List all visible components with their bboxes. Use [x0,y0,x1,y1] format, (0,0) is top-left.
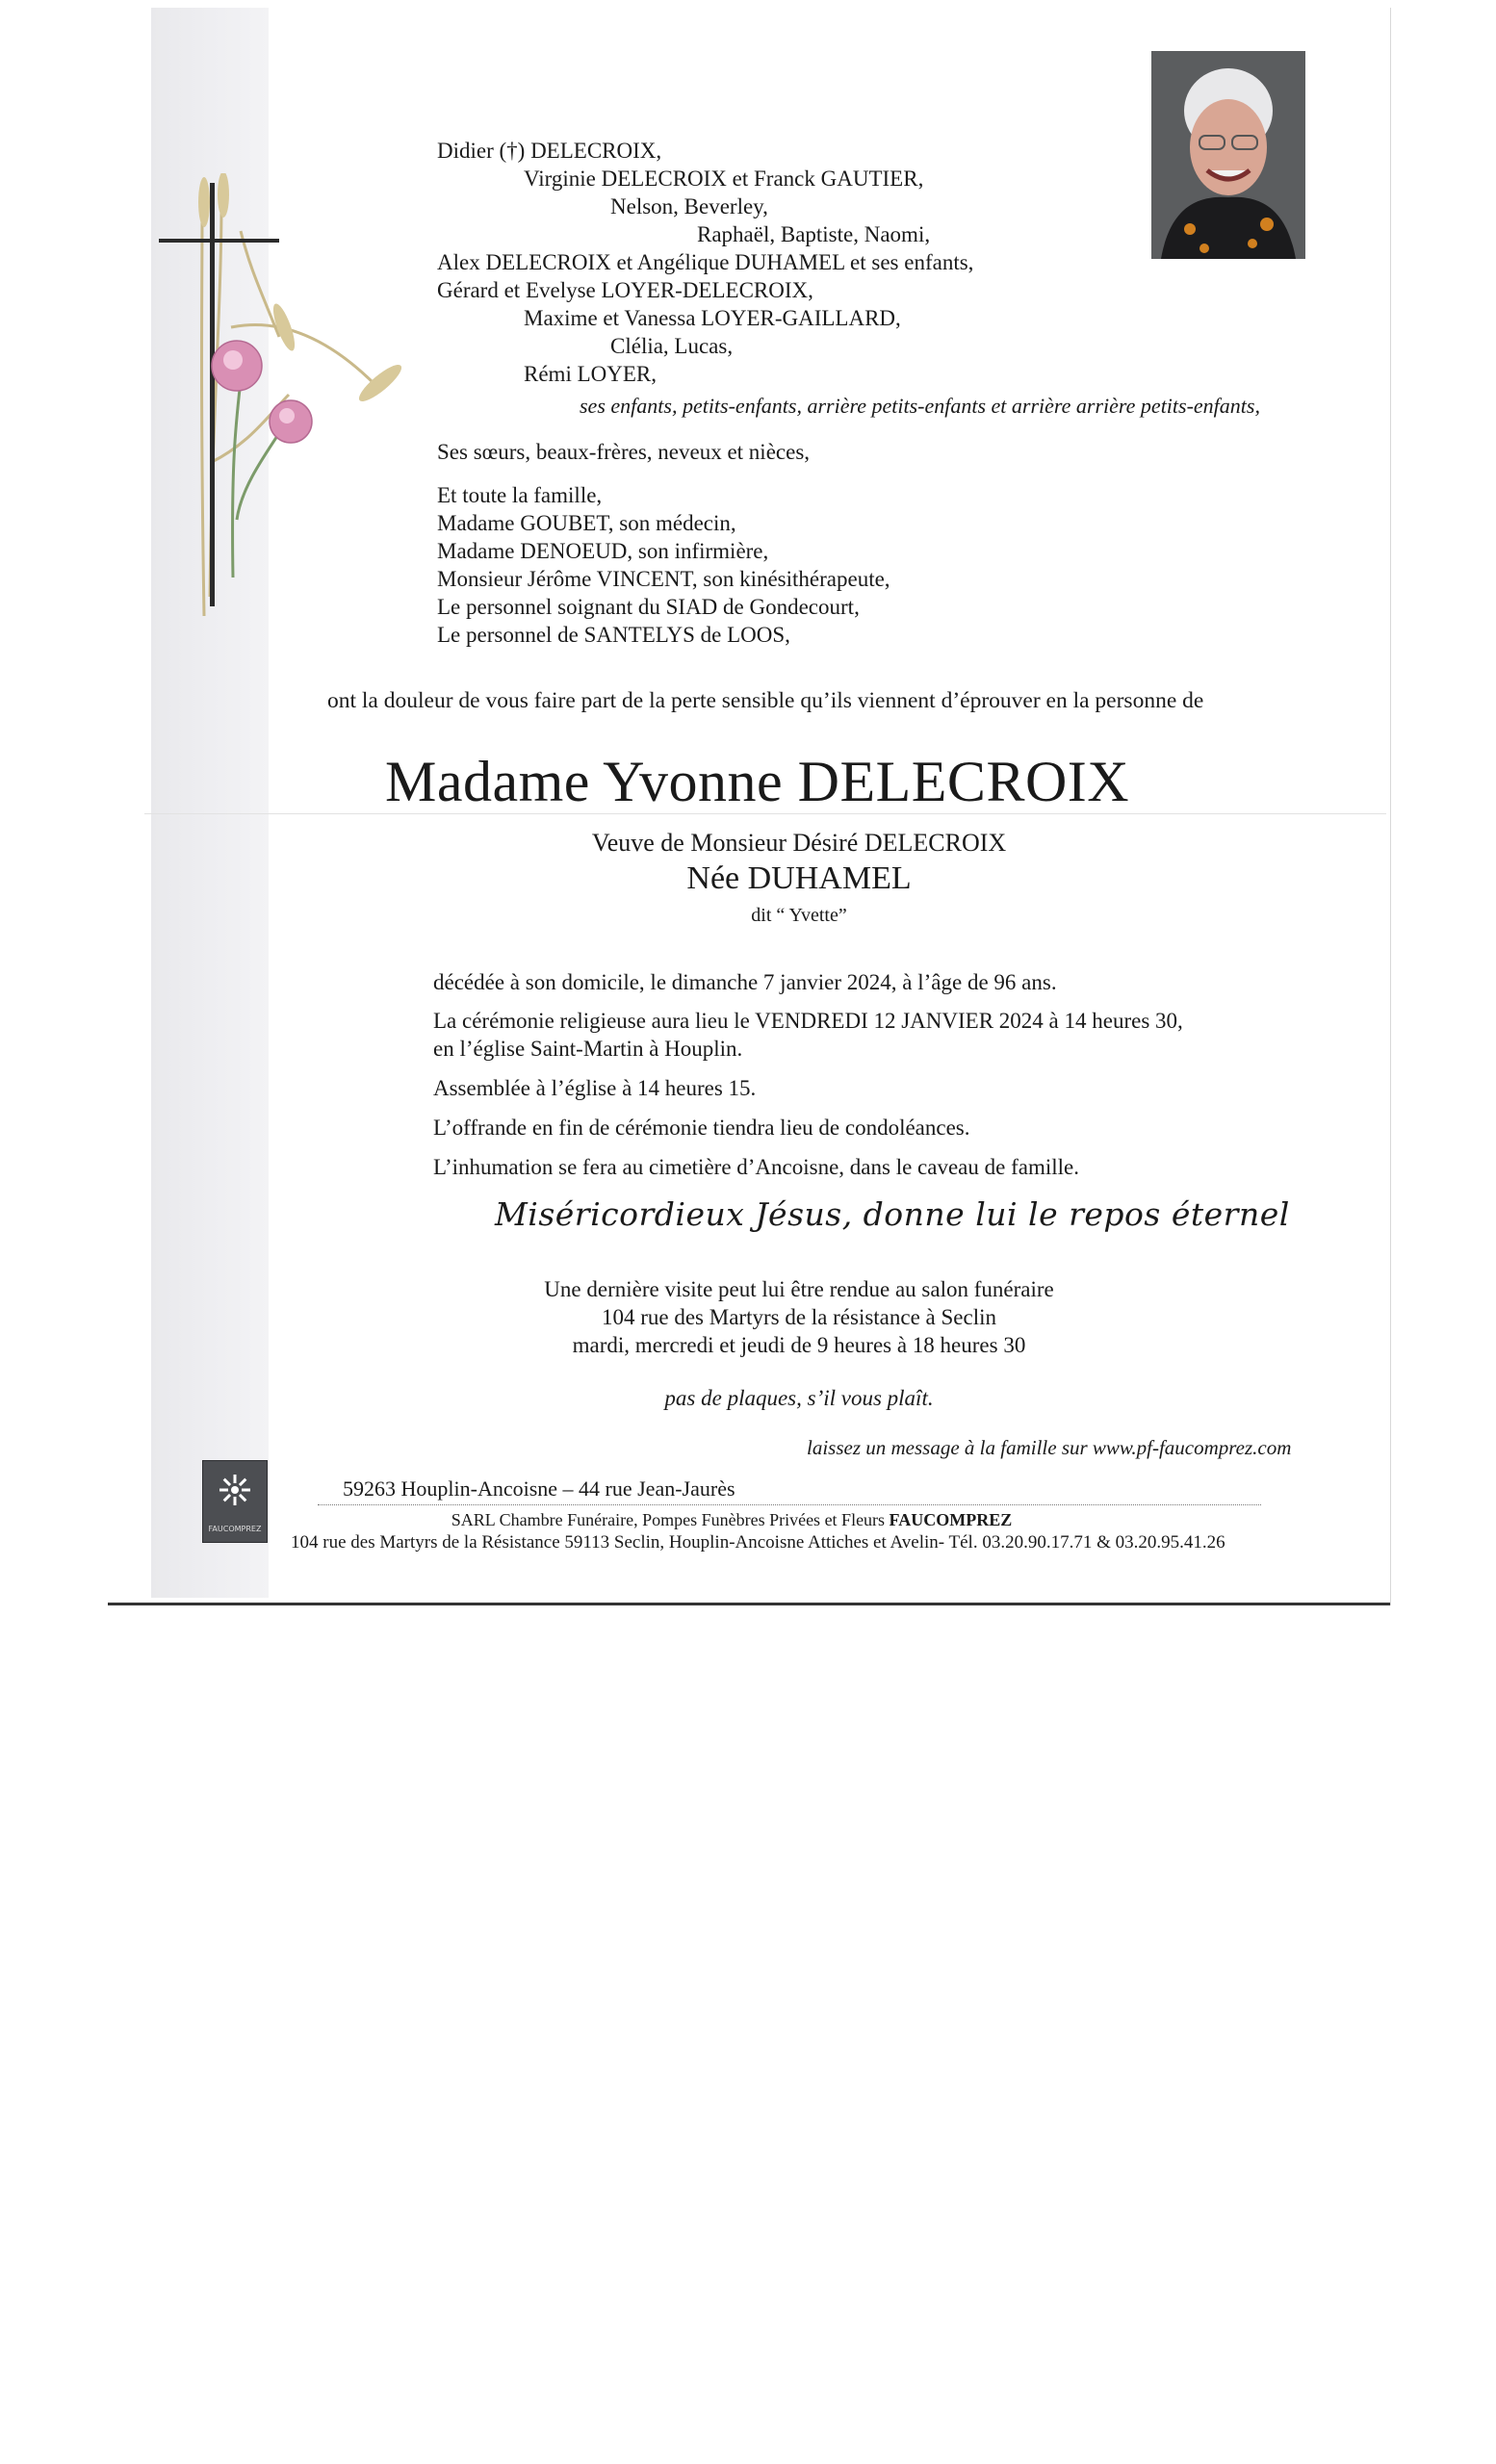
born-name: Née DUHAMEL [686,860,912,896]
prayer-line: Miséricordieux Jésus, donne lui le repos éternel [495,1195,1290,1233]
address-line: 59263 Houplin-Ancoisne – 44 rue Jean-Jaurès [343,1476,735,1501]
family-line-2: Virginie DELECROIX et Franck GAUTIER, [524,167,924,191]
assembly-line: Assemblée à l’église à 14 heures 15. [433,1076,757,1100]
others-line-4: Monsieur Jérôme VINCENT, son kinésithérapeute, [437,567,890,591]
death-line: décédée à son domicile, le dimanche 7 janvier 2024, à l’âge de 96 ans. [433,970,1057,994]
no-plaques-line: pas de plaques, s’il vous plaît. [664,1386,934,1410]
siblings-line: Ses sœurs, beaux-frères, neveux et nièces, [437,440,811,464]
others-line-3: Madame DENOEUD, son infirmière, [437,539,769,563]
logo-text: FAUCOMPREZ [208,1525,262,1533]
offering-line: L’offrande en fin de cérémonie tiendra lieu de condoléances. [433,1116,970,1140]
family-line-5: Alex DELECROIX et Angélique DUHAMEL et ses enfants, [437,250,974,274]
bottom-rule [108,1603,1390,1605]
others-line-2: Madame GOUBET, son médecin, [437,511,736,535]
deceased-name: Madame Yvonne DELECROIX [385,750,1130,813]
contact-line: 104 rue des Martyrs de la Résistance 59113 Seclin, Houplin-Ancoisne Attiches et Avelin- Tél. 03.20.90.17.71 & 03.20.95.41.26 [291,1532,1225,1553]
others-line-6: Le personnel de SANTELYS de LOOS, [437,623,790,647]
others-line-5: Le personnel soignant du SIAD de Gondecourt, [437,595,860,619]
ceremony-line-1: La cérémonie religieuse aura lieu le VENDREDI 12 JANVIER 2024 à 14 heures 30, [433,1009,1183,1033]
visit-line-1: Une dernière visite peut lui être rendue au salon funéraire [544,1277,1054,1301]
ceremony-line-2: en l’église Saint-Martin à Houplin. [433,1037,743,1061]
nickname: dit “ Yvette” [751,905,847,926]
widow-of-line: Veuve de Monsieur Désiré DELECROIX [591,829,1007,857]
company-line [451,1508,1012,1531]
family-line-3: Nelson, Beverley, [610,194,768,218]
family-line-7: Maxime et Vanessa LOYER-GAILLARD, [524,306,901,330]
burial-line: L’inhumation se fera au cimetière d’Ancoisne, dans le caveau de famille. [433,1155,1079,1179]
cross-flowers-icon [144,173,404,626]
family-line-4: Raphaël, Baptiste, Naomi, [697,222,931,246]
message-link[interactable]: laissez un message à la famille sur www.pf-faucomprez.com [807,1436,1292,1459]
company-name: FAUCOMPREZ [889,1510,1013,1529]
visit-line-2: 104 rue des Martyrs de la résistance à Seclin [601,1305,997,1329]
visit-line-3: mardi, mercredi et jeudi de 9 heures à 18 heures 30 [572,1333,1026,1357]
announcement-line: ont la douleur de vous faire part de la perte sensible qu’ils viennent d’éprouver en la personne de [327,688,1204,713]
company-logo-icon [202,1460,268,1543]
others-line-1: Et toute la famille, [437,483,603,507]
footer-dotted-rule [318,1504,1261,1505]
company-prefix: SARL Chambre Funéraire, Pompes Funèbres Privées et Fleurs [451,1510,890,1529]
portrait-photo [1151,51,1305,259]
family-line-9: Rémi LOYER, [524,362,657,386]
family-line-6: Gérard et Evelyse LOYER-DELECROIX, [437,278,813,302]
family-line-8: Clélia, Lucas, [610,334,734,358]
descendants-line: ses enfants, petits-enfants, arrière petits-enfants et arrière arrière petits-enfants, [580,394,1260,418]
family-line-1: Didier (†) DELECROIX, [437,139,662,163]
